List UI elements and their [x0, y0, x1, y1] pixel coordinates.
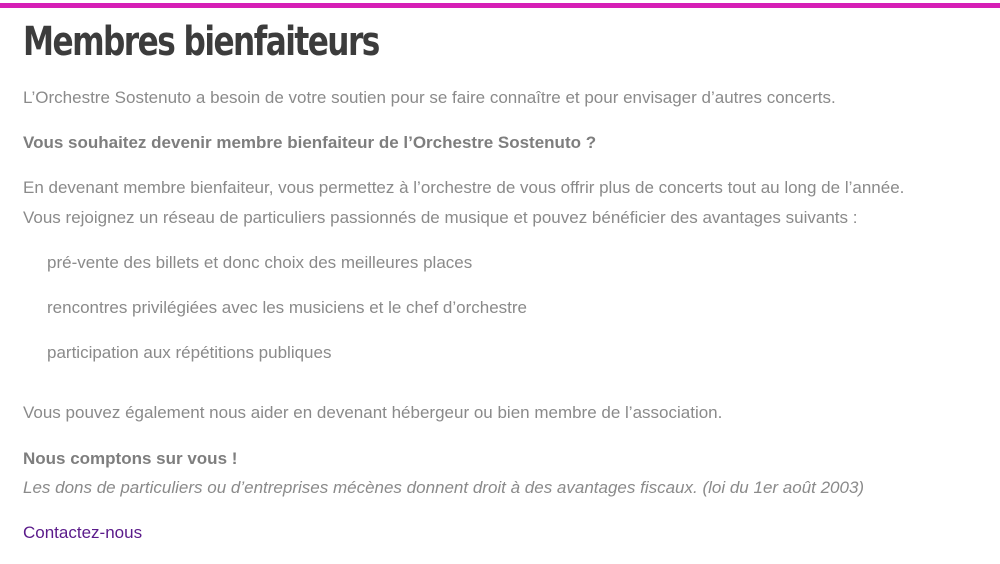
- benefit-line-1: En devenant membre bienfaiteur, vous permettez à l’orchestre de vous offrir plus de concerts tout au long de l’année.: [23, 178, 905, 197]
- benefit-line-2: Vous rejoignez un réseau de particuliers passionnés de musique et pouvez bénéficier des avantages suivants :: [23, 208, 858, 227]
- contact-link[interactable]: Contactez-nous: [23, 523, 143, 542]
- also-help-paragraph: Vous pouvez également nous aider en devenant hébergeur ou bien membre de l’association.: [23, 403, 723, 422]
- membership-question: Vous souhaitez devenir membre bienfaiteur de l’Orchestre Sostenuto ?: [23, 133, 597, 152]
- counting-on-you: Nous comptons sur vous !: [23, 449, 238, 468]
- advantage-item: pré-vente des billets et donc choix des meilleures places: [47, 253, 473, 272]
- accent-bar: [0, 3, 1000, 8]
- advantage-item: rencontres privilégiées avec les musiciens et le chef d’orchestre: [47, 298, 528, 317]
- intro-paragraph: L’Orchestre Sostenuto a besoin de votre soutien pour se faire connaître et pour envisager d’autres concerts.: [23, 88, 836, 107]
- page-title: Membres bienfaiteurs: [23, 19, 379, 65]
- advantage-item: participation aux répétitions publiques: [47, 343, 332, 362]
- tax-note: Les dons de particuliers ou d’entreprises mécènes donnent droit à des avantages fiscaux. (loi du 1er août 2003): [23, 478, 865, 497]
